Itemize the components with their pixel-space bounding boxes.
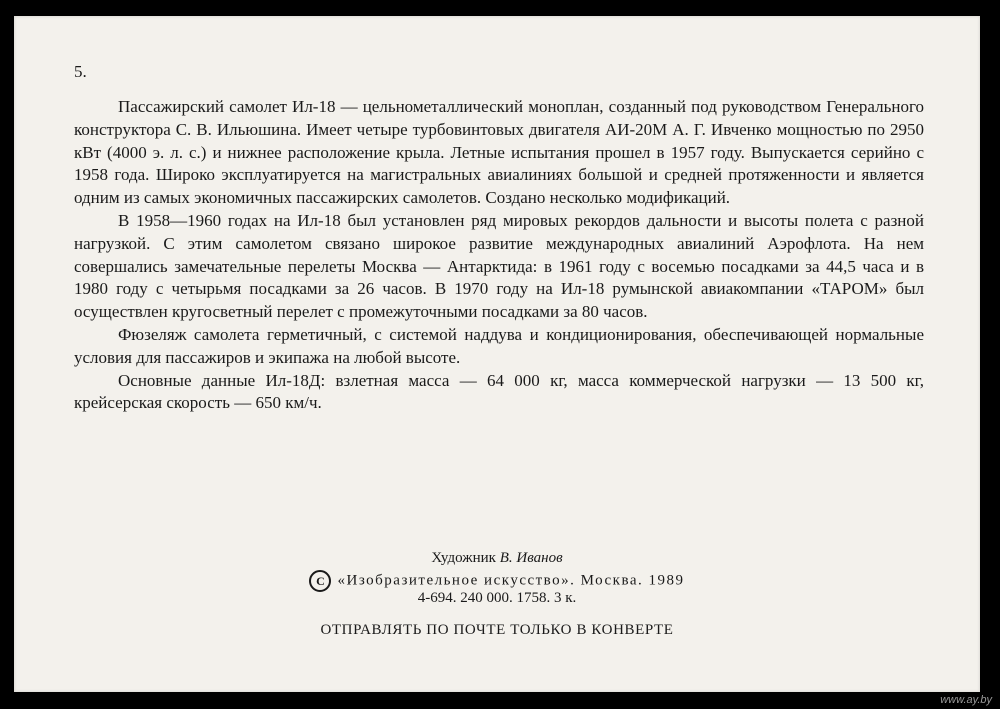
paragraph-fuselage: Фюзеляж самолета герметичный, с системой наддува и кондиционирования, обеспечивающей нормальные условия для пассажиров и экипажа на любой высоте. (74, 324, 924, 367)
artist-label: Художник (431, 550, 496, 566)
print-info: 4-694. 240 000. 1758. 3 к. (417, 590, 577, 606)
paragraph-intro: Пассажирский самолет Ил-18 — цельнометаллический моноплан, созданный под руководством Генерального конструктора С. В. Ильюшина. Имеет четыре турбовинтовых двигателя АИ-20М А. Г. Ивченко мощностью по 2950 кВт (4000 э. л. с.) и нижнее расположение крыла. Летные испытания прошел в 1957 году. Выпускается серийно с 1958 года. Широко эксплуатируется на магистральных авиалиниях большой и средней протяженности и является одним из самых экономичных пассажирских самолетов. Создано несколько модификаций. (74, 97, 924, 208)
paragraph-specs: Основные данные Ил-18Д: взлетная масса — 64 000 кг, масса коммерческой нагрузки — 13 500 кг, крейсерская скорость — 650 км/ч. (74, 370, 924, 413)
artist-name: В. Иванов (499, 550, 563, 566)
site-watermark: www.ay.by (940, 694, 992, 706)
paragraph-records: В 1958—1960 годах на Ил-18 был установлен ряд мировых рекордов дальности и высоты полета с разной нагрузкой. С этим самолетом связано широкое развитие международных авиалиний Аэрофлота. На нем совершались замечательные перелеты Москва — Антарктида: в 1961 году с восемью посадками за 44,5 часа и в 1980 году с четырьмя посадками за 26 часов. В 1970 году на Ил-18 румынской авиакомпании «ТАРОМ» был осуществлен кругосветный перелет с промежуточными посадками за 80 часов. (74, 210, 924, 322)
page-number: 5. (74, 62, 87, 81)
copyright-icon: C (309, 570, 331, 592)
mail-notice: ОТПРАВЛЯТЬ ПО ПОЧТЕ ТОЛЬКО В КОНВЕРТЕ (320, 622, 674, 638)
publisher-text: «Изобразительное искусство». Москва. 1989 (337, 572, 685, 589)
publisher-line (14, 570, 980, 592)
postcard-back (14, 16, 980, 692)
description-text (74, 96, 924, 415)
artist-credit (14, 550, 980, 567)
